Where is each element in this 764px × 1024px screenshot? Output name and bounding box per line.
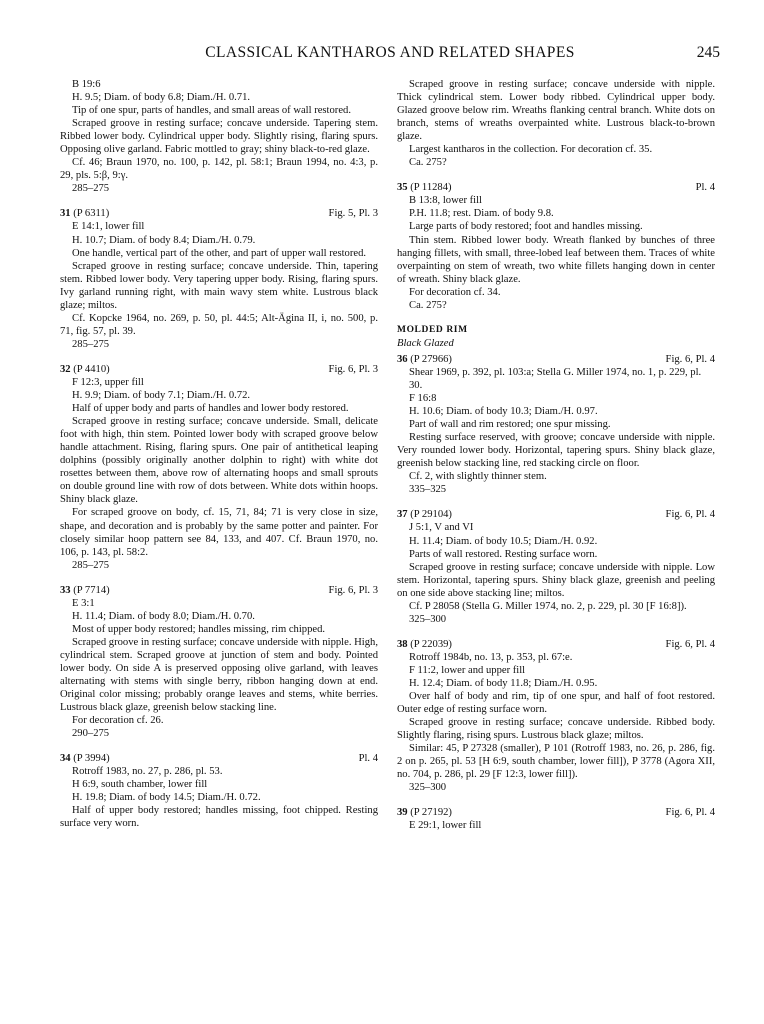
deposit: F 12:3, upper fill — [72, 376, 144, 388]
catalog-entry-37 — [397, 508, 715, 625]
entry-heading — [397, 353, 715, 366]
condition: Part of wall and rim restored; one spur missing. — [409, 419, 611, 431]
dimensions: H. 12.4; Diam. of body 11.8; Diam./H. 0.95. — [409, 677, 598, 689]
catalog-entry-34 — [60, 752, 378, 830]
figure-reference: Fig. 6, Pl. 4 — [665, 638, 715, 650]
condition: Half of upper body and parts of handles and lower body restored. — [72, 403, 349, 415]
condition: Large parts of body restored; foot and handles missing. — [409, 221, 643, 233]
page-number: 245 — [696, 44, 720, 61]
entry-heading — [397, 806, 715, 819]
figure-reference: Fig. 6, Pl. 3 — [328, 584, 378, 596]
entry-heading — [397, 181, 715, 194]
deposit: E 29:1, lower fill — [409, 820, 482, 832]
date: 290–275 — [72, 728, 110, 740]
description: Scraped groove in resting surface; concave underside. Tapering stem. Ribbed lower body. Cylindrical upper body. Slightly rising, flaring spurs. Opposing olive garland. Fabric mottled to gray; shiny black-to-red glaze. — [60, 118, 378, 156]
inventory-number: (P 6311) — [73, 208, 110, 220]
description: Thin stem. Ribbed lower body. Wreath flanked by bunches of three hanging fillets, with small, three-lobed leaf between them. Traces of white overpainting on stem of wreath, two white fillets hanging down in center of wreath. Shiny black glaze. — [397, 234, 715, 285]
description: Scraped groove in resting surface; concave underside. Ribbed body. Slightly flaring, rising spurs. Lustrous black glaze; miltos. — [397, 717, 715, 742]
dimensions: H. 11.4; Diam. of body 8.0; Diam./H. 0.70. — [72, 610, 255, 622]
bibliography: Rotroff 1984b, no. 13, p. 353, pl. 67:e. — [409, 651, 573, 663]
entry-number: 32 — [60, 363, 71, 375]
dimensions: H. 9.5; Diam. of body 6.8; Diam./H. 0.71. — [72, 92, 251, 104]
deposit: B 13:8, lower fill — [409, 195, 482, 207]
entry-number: 31 — [60, 208, 71, 220]
dimensions: H. 10.7; Diam. of body 8.4; Diam./H. 0.79. — [72, 234, 256, 246]
figure-reference: Fig. 5, Pl. 3 — [328, 208, 378, 220]
deposit: E 3:1 — [72, 597, 95, 609]
date: 335–325 — [409, 484, 447, 496]
figure-reference: Pl. 4 — [358, 753, 378, 765]
comparanda: Cf. 2, with slightly thinner stem. — [409, 471, 547, 483]
dimensions: H. 9.9; Diam. of body 7.1; Diam./H. 0.72. — [72, 390, 251, 402]
entry-heading — [60, 207, 378, 220]
catalog-entry-35 — [397, 181, 715, 311]
deposit: J 5:1, V and VI — [409, 522, 474, 534]
entry-number: 34 — [60, 753, 71, 765]
deposit: E 14:1, lower fill — [72, 221, 145, 233]
section-heading: MOLDED RIM — [397, 324, 468, 335]
date: 325–300 — [409, 613, 447, 625]
condition: Most of upper body restored; handles missing, rim chipped. — [72, 623, 326, 635]
description: Scraped groove in resting surface; concave underside with nipple. Thick cylindrical stem. Lower body ribbed. Cylindrical upper body. Glazed groove below rim. Wreaths flanking central branch. White dots on branch, stems of wreaths overpainted white. Lustrous black-to-brown glaze. — [397, 79, 715, 143]
catalog-entry-38 — [397, 638, 715, 795]
deposit: H 6:9, south chamber, lower fill — [72, 779, 208, 791]
entry-heading — [397, 638, 715, 651]
entry-heading — [397, 508, 715, 521]
condition: Parts of wall restored. Resting surface worn. — [409, 548, 598, 560]
catalog-entry-33 — [60, 584, 378, 741]
figure-reference: Fig. 6, Pl. 4 — [665, 807, 715, 819]
entry-number: 36 — [397, 353, 408, 365]
catalog-entry-39 — [397, 806, 715, 832]
figure-reference: Fig. 6, Pl. 4 — [665, 353, 715, 365]
condition: One handle, vertical part of the other, and part of upper wall restored. — [72, 247, 367, 259]
description: Scraped groove in resting surface; concave underside. Thin, tapering stem. Ribbed lower body. Very tapering upper body. Rising, flaring spurs. Ivy garland running right, with main wavy stem white. Lustrous black glaze; miltos. — [60, 260, 378, 311]
date: 285–275 — [72, 183, 110, 195]
left-column — [60, 78, 378, 843]
entry-number: 37 — [397, 509, 408, 521]
date: 285–275 — [72, 338, 110, 350]
condition: Half of upper body restored; handles missing, foot chipped. Resting surface very worn. — [60, 805, 378, 830]
figure-reference: Fig. 6, Pl. 4 — [665, 509, 715, 521]
entry-heading — [60, 363, 378, 376]
inventory-number: (P 29104) — [410, 509, 452, 521]
entry-number: 38 — [397, 638, 408, 650]
date: 285–275 — [72, 559, 110, 571]
entry-number: 39 — [397, 807, 408, 819]
condition: Over half of body and rim, tip of one spur, and half of foot restored. Outer edge of resting surface worn. — [397, 691, 715, 716]
catalog-entry-34-continued — [397, 78, 715, 169]
catalog-entry-36 — [397, 353, 715, 497]
comparanda: Similar: 45, P 27328 (smaller), P 101 (Rotroff 1983, no. 26, p. 286, fig. 2 on p. 265, pl. 53 [H 6:9, south chamber, lower fill]), P 3778 (Agora XII, no. 704, p. 286, pl. 29 [F 12:3, lower fill]). — [397, 743, 715, 781]
inventory-number: (P 27966) — [410, 353, 452, 365]
bibliography: Shear 1969, p. 392, pl. 103:a; Stella G. Miller 1974, no. 1, p. 229, pl. 30. — [409, 366, 702, 391]
figure-reference: Fig. 6, Pl. 3 — [328, 363, 378, 375]
description: Scraped groove in resting surface; concave underside. Small, delicate foot with high, thin stem. Pointed lower body with scraped groove below handle attachment. Rising, flaring spurs. One pair of antithetical leaping dolphins (possibly originally another dolphin to right) with white dot rosettes between them, above row of alternating hoops and small sprouts on double ground line with row of dots between. White dots within hoops. Shiny black glaze. — [60, 416, 378, 506]
description: Scraped groove in resting surface; concave underside with nipple. Low stem. Horizontal, tapering spurs. Shiny black glaze, greenish and peeling on one side above stacking line; miltos. — [397, 561, 715, 599]
entry-number: 33 — [60, 584, 71, 596]
entry-heading — [60, 752, 378, 765]
inventory-number: (P 11284) — [410, 182, 452, 194]
comparanda: For decoration cf. 26. — [72, 715, 164, 727]
dimensions: P.H. 11.8; rest. Diam. of body 9.8. — [409, 208, 554, 220]
dimensions: H. 19.8; Diam. of body 14.5; Diam./H. 0.72. — [72, 792, 261, 804]
description: Resting surface reserved, with groove; concave underside with nipple. Very rounded lower body. Horizontal, tapering spurs. Shiny black glaze, greenish below stacking line, red stacking circle on floor. — [397, 432, 715, 470]
date: Ca. 275? — [409, 299, 447, 311]
entry-number: 35 — [397, 182, 408, 194]
dimensions: H. 11.4; Diam. of body 10.5; Diam./H. 0.92. — [409, 535, 598, 547]
comparanda: For scraped groove on body, cf. 15, 71, 84; 71 is very close in size, shape, and decoration and is probably by the same potter and painter. For closely similar hoop pattern see 84, 133, and 407. Cf. Braun 1970, no. 106, p. 143, pl. 58:2. — [60, 507, 378, 558]
comparanda: For decoration cf. 34. — [409, 286, 501, 298]
comparanda: Cf. 46; Braun 1970, no. 100, p. 142, pl. 58:1; Braun 1994, no. 4:3, p. 29, pls. 5:β, 9:γ. — [60, 157, 378, 182]
right-column — [397, 78, 715, 844]
inventory-number: (P 7714) — [73, 584, 110, 596]
comparanda: Cf. Kopcke 1964, no. 269, p. 50, pl. 44:5; Alt-Ägina II, i, no. 500, p. 71, fig. 57, pl. 39. — [60, 312, 378, 337]
date: 325–300 — [409, 782, 447, 794]
bibliography: Rotroff 1983, no. 27, p. 286, pl. 53. — [72, 766, 223, 778]
catalog-entry-32 — [60, 363, 378, 572]
comparanda: Cf. P 28058 (Stella G. Miller 1974, no. 2, p. 229, pl. 30 [F 16:8]). — [409, 600, 687, 612]
inventory-number: (P 27192) — [410, 807, 452, 819]
date: Ca. 275? — [409, 157, 447, 169]
condition: Tip of one spur, parts of handles, and small areas of wall restored. — [72, 105, 351, 117]
running-head — [60, 44, 720, 66]
deposit: F 11:2, lower and upper fill — [409, 664, 526, 676]
inventory-number: (P 4410) — [73, 363, 110, 375]
description: Scraped groove in resting surface; concave underside with nipple. High, cylindrical stem. Scraped groove at junction of stem and body. Pointed lower body. On side A is preserved opposing olive garland, with leaves alternating with stems with single berry, ribbon hanging down at end. Original color missing; probably orange leaves and stems, white berries. Lustrous black glaze, greenish below stacking line. — [60, 636, 378, 714]
catalog-entry-30 — [60, 78, 378, 195]
inventory-number: (P 22039) — [410, 638, 452, 650]
dimensions: H. 10.6; Diam. of body 10.3; Diam./H. 0.97. — [409, 406, 598, 418]
running-title: CLASSICAL KANTHAROS AND RELATED SHAPES — [205, 44, 575, 61]
deposit: F 16:8 — [409, 393, 437, 405]
catalog-entry-31 — [60, 207, 378, 351]
comparanda: Largest kantharos in the collection. For decoration cf. 35. — [409, 144, 653, 156]
inventory-number: (P 3994) — [73, 753, 110, 765]
deposit: B 19:6 — [72, 79, 101, 90]
entry-heading — [60, 584, 378, 597]
subsection-heading: Black Glazed — [397, 337, 454, 349]
figure-reference: Pl. 4 — [695, 182, 715, 194]
